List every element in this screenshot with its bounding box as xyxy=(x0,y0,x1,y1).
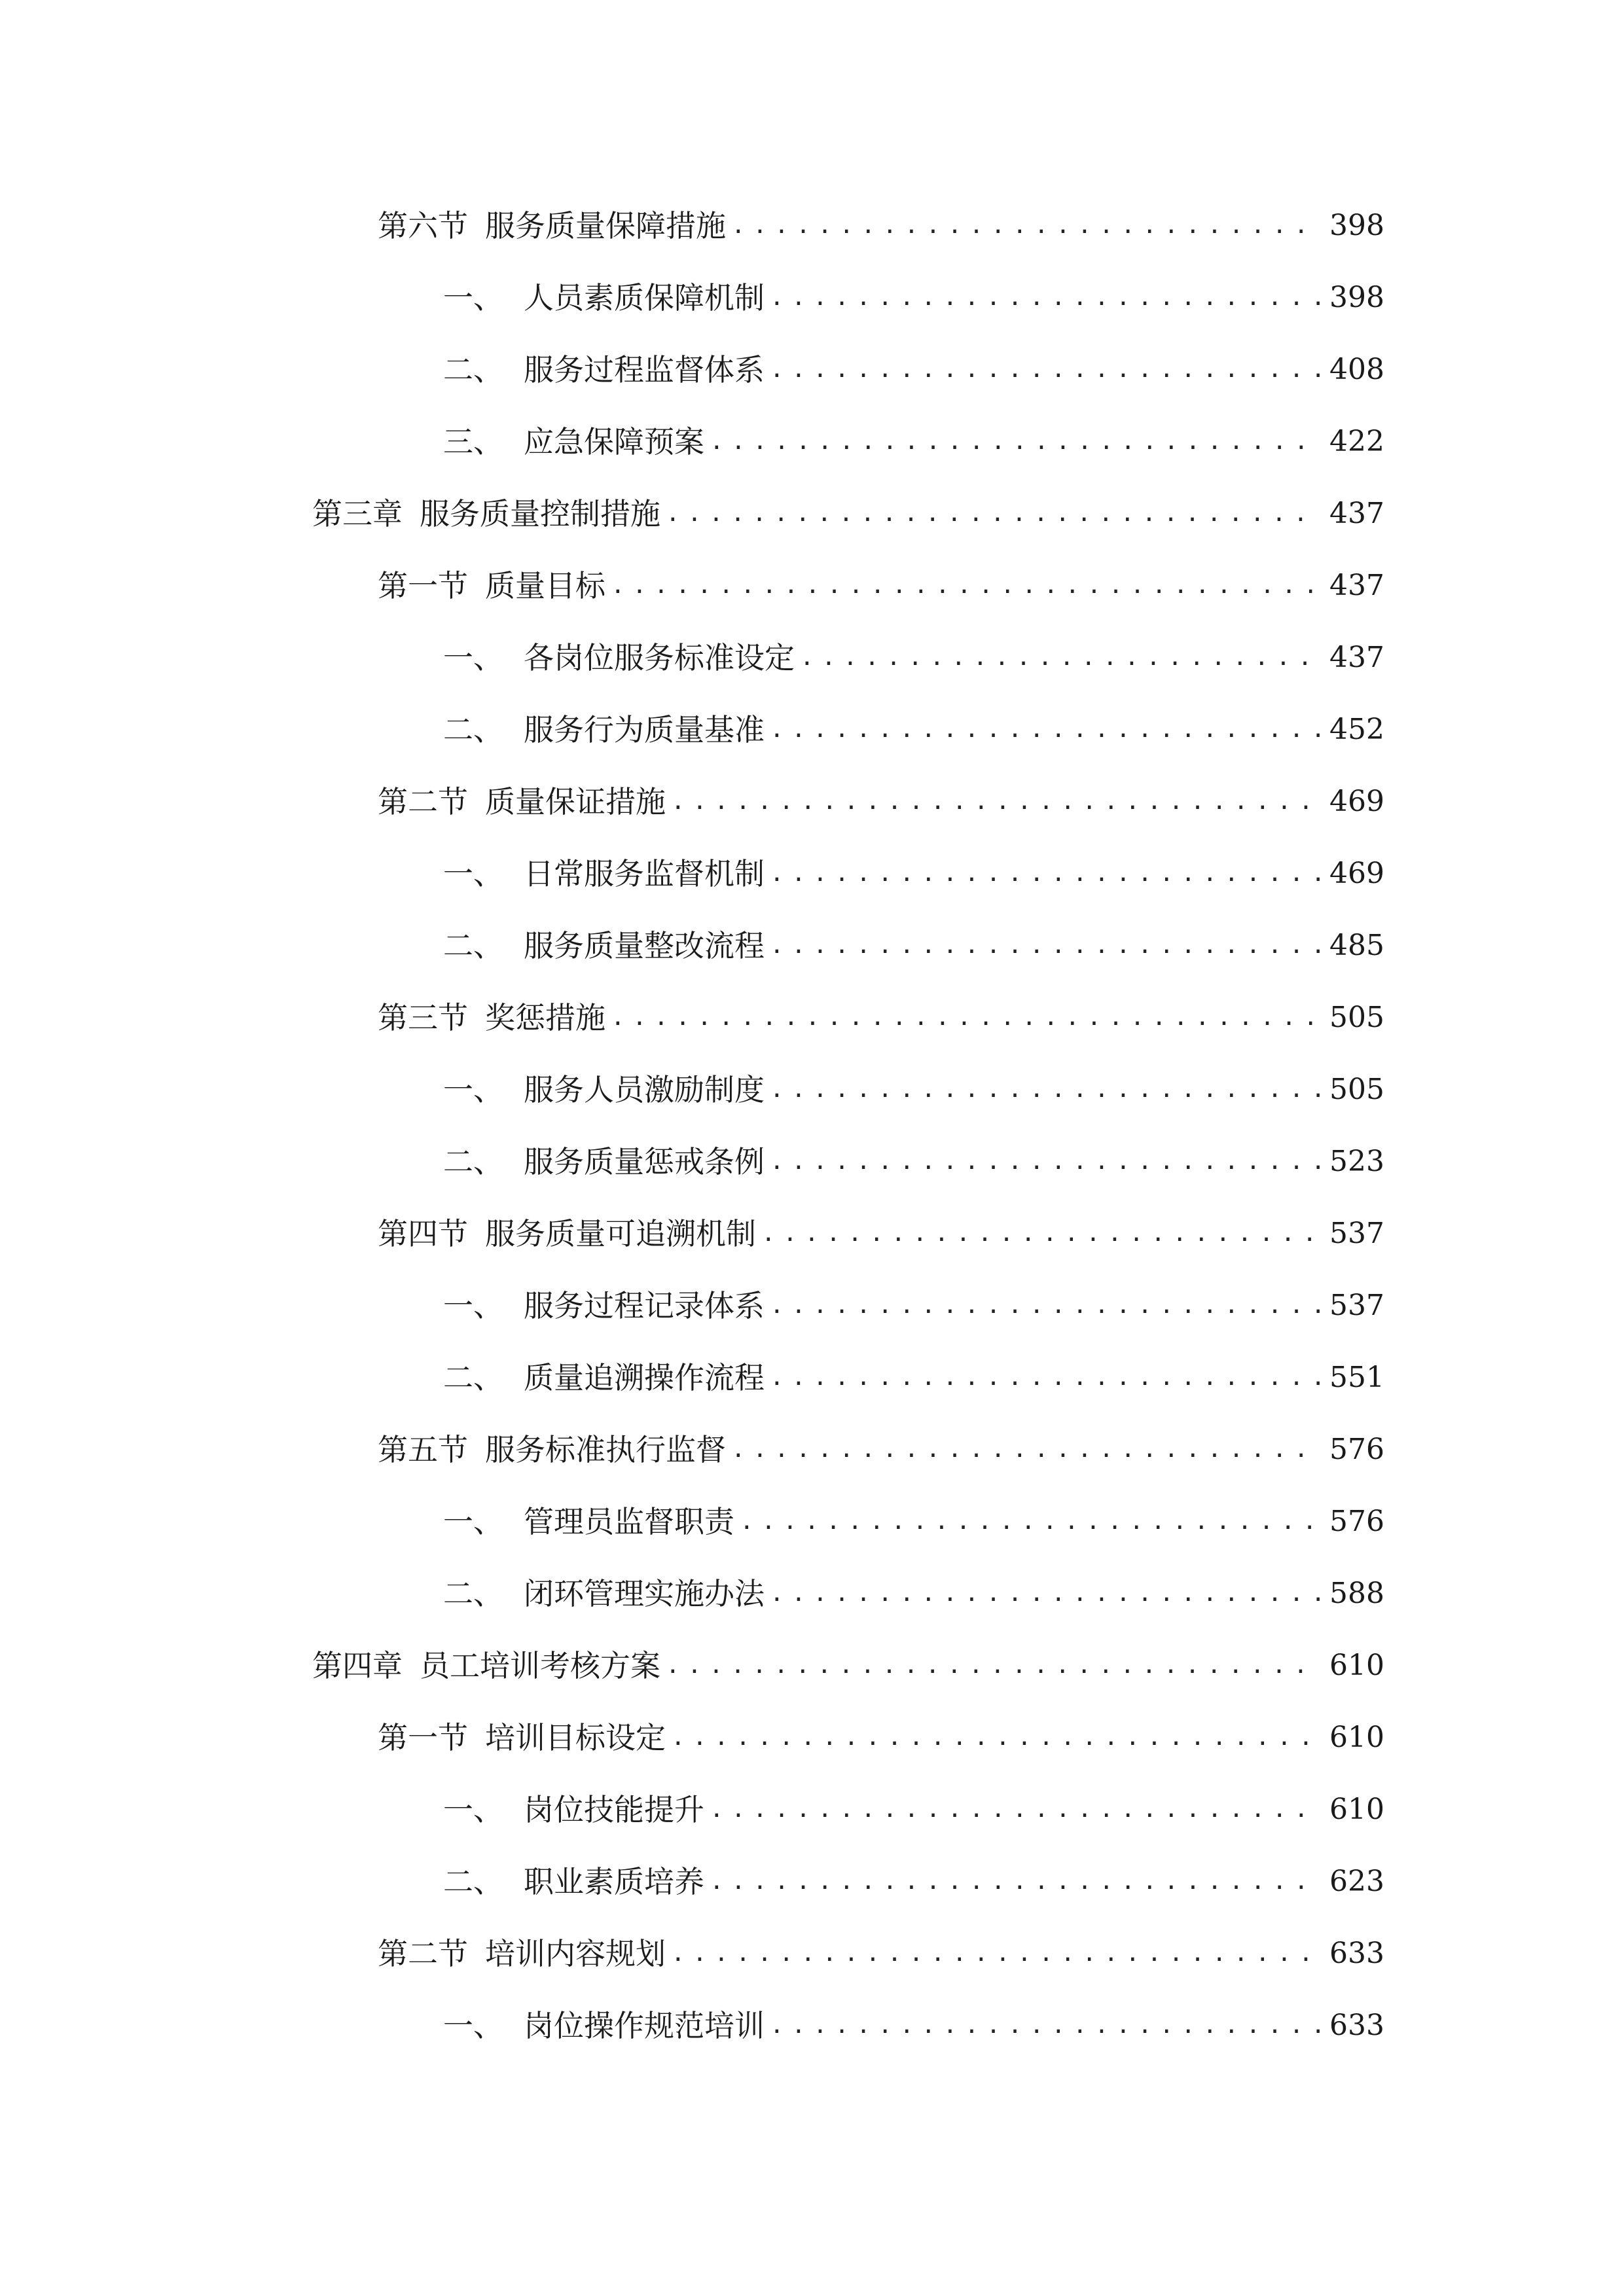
toc-entry-number: 一、 xyxy=(443,640,503,675)
toc-entry-page: 610 xyxy=(1329,1649,1384,1682)
toc-dot-leader xyxy=(671,782,1320,821)
toc-entry-number: 二、 xyxy=(443,712,503,747)
toc-entry-label xyxy=(443,854,765,893)
toc-dot-leader xyxy=(770,926,1320,965)
toc-entry-number: 第五节 xyxy=(378,1432,468,1467)
toc-entry-label xyxy=(443,926,765,965)
toc-dot-leader xyxy=(710,1790,1320,1829)
toc-entry-item[interactable] xyxy=(0,406,1624,478)
toc-dot-leader xyxy=(770,1286,1320,1325)
toc-entry-number: 一、 xyxy=(443,856,503,891)
toc-entry-label xyxy=(443,1286,765,1325)
toc-entry-number: 二、 xyxy=(443,928,503,963)
toc-entry-item[interactable] xyxy=(0,1270,1624,1342)
toc-entry-number: 第四节 xyxy=(378,1216,468,1251)
toc-entry-page: 469 xyxy=(1329,785,1384,818)
toc-entry-number: 二、 xyxy=(443,1864,503,1899)
toc-entry-label xyxy=(443,1142,765,1181)
toc-entry-label xyxy=(378,566,605,605)
toc-entry-title: 服务质量可追溯机制 xyxy=(485,1216,756,1251)
toc-entry-item[interactable] xyxy=(0,262,1624,334)
toc-dot-leader xyxy=(770,278,1320,317)
toc-entry-number: 第一节 xyxy=(378,568,468,603)
toc-entry-title: 服务过程监督体系 xyxy=(524,352,765,387)
toc-entry-page: 505 xyxy=(1329,1073,1384,1106)
toc-entry-title: 质量保证措施 xyxy=(485,784,666,819)
toc-entry-number: 一、 xyxy=(443,1072,503,1107)
toc-entry-title: 服务质量整改流程 xyxy=(524,928,765,963)
toc-entry-label xyxy=(378,1718,666,1757)
toc-entry-page: 610 xyxy=(1329,1721,1384,1754)
toc-entry-label xyxy=(443,1574,765,1613)
toc-entry-title: 服务过程记录体系 xyxy=(524,1288,765,1323)
toc-entry-number: 一、 xyxy=(443,2008,503,2043)
toc-entry-page: 437 xyxy=(1329,497,1384,530)
toc-dot-leader xyxy=(666,1646,1320,1685)
toc-entry-page: 576 xyxy=(1329,1505,1384,1538)
table-of-contents xyxy=(0,190,1624,2062)
toc-entry-page: 551 xyxy=(1329,1361,1384,1394)
toc-entry-section[interactable] xyxy=(0,1702,1624,1774)
toc-entry-number: 二、 xyxy=(443,1360,503,1395)
toc-entry-label xyxy=(378,1214,756,1253)
toc-dot-leader xyxy=(761,1214,1320,1253)
toc-dot-leader xyxy=(710,422,1320,461)
toc-dot-leader xyxy=(671,1934,1320,1973)
toc-dot-leader xyxy=(666,494,1320,533)
toc-entry-number: 一、 xyxy=(443,1792,503,1827)
toc-entry-chapter[interactable] xyxy=(0,478,1624,550)
toc-entry-label xyxy=(378,1934,666,1973)
toc-entry-title: 服务标准执行监督 xyxy=(485,1432,726,1467)
toc-entry-number: 一、 xyxy=(443,280,503,315)
toc-entry-number: 第二节 xyxy=(378,1936,468,1971)
toc-entry-number: 第六节 xyxy=(378,208,468,243)
toc-entry-section[interactable] xyxy=(0,190,1624,262)
toc-entry-title: 服务质量控制措施 xyxy=(420,496,660,531)
toc-entry-title: 管理员监督职责 xyxy=(524,1504,734,1539)
toc-dot-leader xyxy=(731,206,1320,245)
toc-entry-item[interactable] xyxy=(0,1846,1624,1918)
toc-entry-page: 633 xyxy=(1329,1937,1384,1970)
toc-entry-page: 537 xyxy=(1329,1289,1384,1322)
toc-entry-number: 第三节 xyxy=(378,1000,468,1035)
toc-entry-title: 职业素质培养 xyxy=(524,1864,704,1899)
toc-entry-item[interactable] xyxy=(0,334,1624,406)
toc-entry-number: 三、 xyxy=(443,424,503,459)
toc-entry-section[interactable] xyxy=(0,1918,1624,1990)
toc-entry-label xyxy=(378,998,605,1037)
toc-entry-title: 奖惩措施 xyxy=(485,1000,605,1035)
toc-entry-page: 469 xyxy=(1329,857,1384,890)
toc-entry-item[interactable] xyxy=(0,1486,1624,1558)
toc-entry-number: 第一节 xyxy=(378,1720,468,1755)
toc-entry-label xyxy=(443,1358,765,1397)
toc-entry-title: 服务质量惩戒条例 xyxy=(524,1144,765,1179)
toc-entry-page: 537 xyxy=(1329,1217,1384,1250)
toc-entry-label xyxy=(378,1430,726,1469)
toc-entry-title: 闭环管理实施办法 xyxy=(524,1576,765,1611)
toc-entry-page: 505 xyxy=(1329,1001,1384,1034)
toc-dot-leader xyxy=(770,1142,1320,1181)
toc-entry-page: 398 xyxy=(1329,209,1384,242)
toc-entry-label xyxy=(443,1790,704,1829)
toc-dot-leader xyxy=(770,854,1320,893)
toc-entry-label xyxy=(378,782,666,821)
toc-dot-leader xyxy=(770,1574,1320,1613)
toc-entry-page: 422 xyxy=(1329,425,1384,458)
toc-entry-title: 日常服务监督机制 xyxy=(524,856,765,891)
toc-entry-number: 第二节 xyxy=(378,784,468,819)
toc-entry-title: 员工培训考核方案 xyxy=(420,1648,660,1683)
toc-entry-page: 623 xyxy=(1329,1865,1384,1898)
toc-entry-page: 485 xyxy=(1329,929,1384,962)
toc-entry-section[interactable] xyxy=(0,766,1624,838)
toc-entry-page: 633 xyxy=(1329,2009,1384,2042)
toc-dot-leader xyxy=(770,710,1320,749)
toc-entry-item[interactable] xyxy=(0,1558,1624,1630)
toc-entry-label xyxy=(443,2006,765,2045)
toc-entry-page: 437 xyxy=(1329,569,1384,602)
toc-dot-leader xyxy=(611,998,1320,1037)
toc-entry-label xyxy=(443,1070,765,1109)
toc-dot-leader xyxy=(611,566,1320,605)
toc-dot-leader xyxy=(800,638,1320,677)
toc-entry-title: 服务行为质量基准 xyxy=(524,712,765,747)
toc-entry-page: 437 xyxy=(1329,641,1384,674)
toc-entry-item[interactable] xyxy=(0,1126,1624,1198)
toc-entry-title: 服务人员激励制度 xyxy=(524,1072,765,1107)
toc-entry-label xyxy=(443,1862,704,1901)
toc-entry-page: 610 xyxy=(1329,1793,1384,1826)
toc-entry-label xyxy=(312,494,660,533)
toc-entry-chapter[interactable] xyxy=(0,1630,1624,1702)
toc-entry-title: 培训内容规划 xyxy=(485,1936,666,1971)
toc-entry-title: 岗位技能提升 xyxy=(524,1792,704,1827)
toc-entry-label xyxy=(443,710,765,749)
toc-entry-title: 培训目标设定 xyxy=(485,1720,666,1755)
toc-entry-item[interactable] xyxy=(0,1342,1624,1414)
toc-entry-label xyxy=(378,206,726,245)
toc-entry-item[interactable] xyxy=(0,1054,1624,1126)
toc-dot-leader xyxy=(770,2006,1320,2045)
toc-entry-number: 第四章 xyxy=(312,1648,403,1683)
toc-entry-number: 第三章 xyxy=(312,496,403,531)
toc-dot-leader xyxy=(770,350,1320,389)
toc-dot-leader xyxy=(770,1070,1320,1109)
toc-entry-title: 岗位操作规范培训 xyxy=(524,2008,765,2043)
toc-entry-page: 398 xyxy=(1329,281,1384,314)
toc-entry-number: 二、 xyxy=(443,352,503,387)
toc-entry-title: 质量追溯操作流程 xyxy=(524,1360,765,1395)
toc-entry-label xyxy=(312,1646,660,1685)
toc-entry-section[interactable] xyxy=(0,1414,1624,1486)
toc-entry-label xyxy=(443,638,795,677)
toc-entry-page: 523 xyxy=(1329,1145,1384,1178)
toc-entry-page: 576 xyxy=(1329,1433,1384,1466)
toc-entry-page: 408 xyxy=(1329,353,1384,386)
toc-entry-section[interactable] xyxy=(0,982,1624,1054)
toc-entry-title: 服务质量保障措施 xyxy=(485,208,726,243)
toc-dot-leader xyxy=(770,1358,1320,1397)
toc-entry-item[interactable] xyxy=(0,622,1624,694)
toc-entry-section[interactable] xyxy=(0,1198,1624,1270)
toc-entry-number: 一、 xyxy=(443,1504,503,1539)
toc-dot-leader xyxy=(710,1862,1320,1901)
toc-entry-label xyxy=(443,422,704,461)
toc-entry-number: 二、 xyxy=(443,1576,503,1611)
toc-entry-title: 质量目标 xyxy=(485,568,605,603)
toc-entry-title: 人员素质保障机制 xyxy=(524,280,765,315)
toc-entry-page: 452 xyxy=(1329,713,1384,746)
toc-entry-item[interactable] xyxy=(0,1990,1624,2062)
toc-dot-leader xyxy=(731,1430,1320,1469)
toc-dot-leader xyxy=(740,1502,1320,1541)
toc-entry-title: 各岗位服务标准设定 xyxy=(524,640,795,675)
toc-entry-item[interactable] xyxy=(0,838,1624,910)
toc-entry-number: 二、 xyxy=(443,1144,503,1179)
toc-entry-item[interactable] xyxy=(0,910,1624,982)
toc-entry-label xyxy=(443,350,765,389)
toc-entry-page: 588 xyxy=(1329,1577,1384,1610)
toc-dot-leader xyxy=(671,1718,1320,1757)
toc-entry-number: 一、 xyxy=(443,1288,503,1323)
toc-entry-item[interactable] xyxy=(0,694,1624,766)
toc-entry-item[interactable] xyxy=(0,1774,1624,1846)
toc-entry-title: 应急保障预案 xyxy=(524,424,704,459)
toc-entry-section[interactable] xyxy=(0,550,1624,622)
toc-entry-label xyxy=(443,1502,734,1541)
toc-entry-label xyxy=(443,278,765,317)
